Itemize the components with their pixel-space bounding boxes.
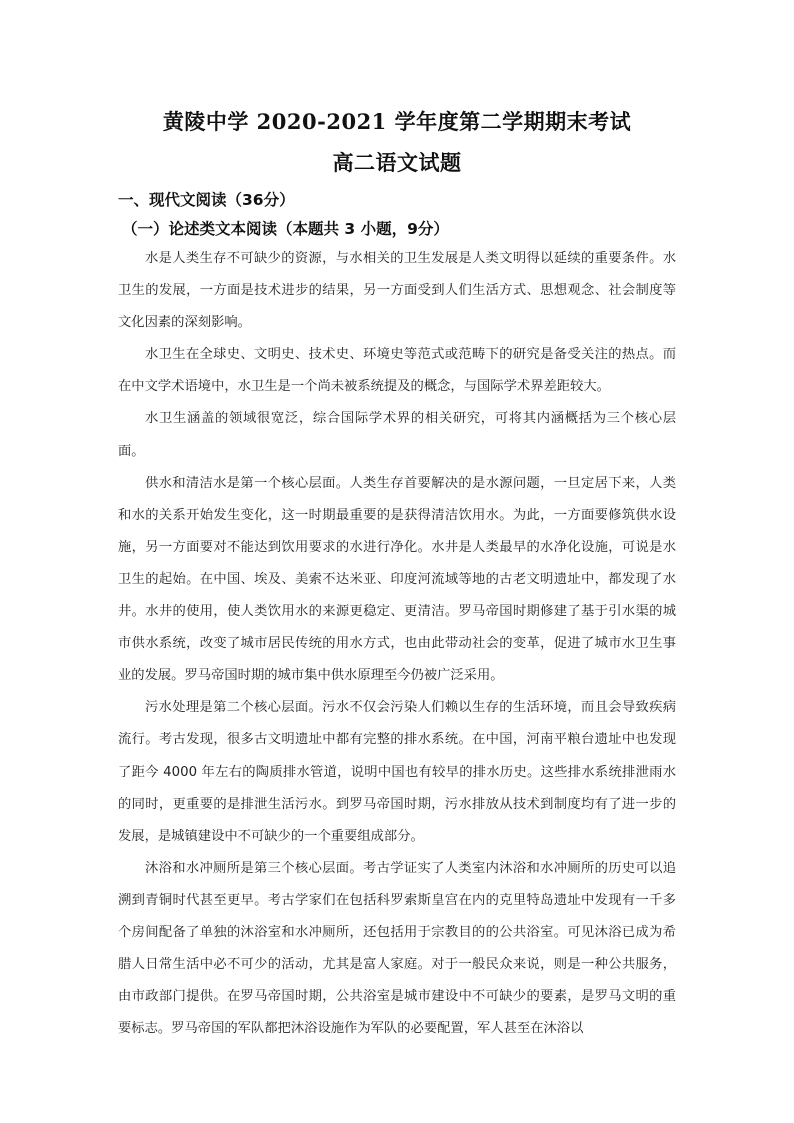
subsection-heading: （一）论述类文本阅读（本题共 3 小题，9分） bbox=[122, 220, 449, 238]
exam-title: 黄陵中学 2020-2021 学年度第二学期期末考试 bbox=[162, 109, 632, 134]
paragraph: 水卫生在全球史、文明史、技术史、环境史等范式或范畴下的研究是备受关注的热点。而在中文学术语境中，水卫生是一个尚未被系统提及的概念，与国际学术界差距较大。 bbox=[118, 347, 676, 395]
reading-passage bbox=[118, 243, 676, 1045]
paragraph: 供水和清洁水是第一个核心层面。人类生存首要解决的是水源问题，一旦定居下来，人类和水的关系开始发生变化，这一时期最重要的是获得清洁饮用水。为此，一方面要修筑供水设施，另一方面要对不能达到饮用要求的水进行净化。水井是人类最早的水净化设施，可说是水卫生的起始。在中国、埃及、美索不达米亚、印度河流域等地的古老文明遗址中，都发现了水井。水井的使用，使人类饮用水的来源更稳定、更清洁。罗马帝国时期修建了基于引水渠的城市供水系统，改变了城市居民传统的用水方式，也由此带动社会的变革，促进了城市水卫生事业的发展。罗马帝国时期的城市集中供水原理至今仍被广泛采用。 bbox=[118, 475, 676, 684]
section-heading: 一、现代文阅读（36分） bbox=[118, 191, 295, 209]
paragraph: 水是人类生存不可缺少的资源，与水相关的卫生发展是人类文明得以延续的重要条件。水卫生的发展，一方面是技术进步的结果，另一方面受到人们生活方式、思想观念、社会制度等文化因素的深刻影响。 bbox=[118, 251, 676, 331]
paragraph: 沐浴和水冲厕所是第三个核心层面。考古学证实了人类室内沐浴和水冲厕所的历史可以追溯到青铜时代甚至更早。考古学家们在包括科罗索斯皇宫在内的克里特岛遗址中发现有一千多个房间配备了单独的沐浴室和水冲厕所，还包括用于宗教目的的公共浴室。可见沐浴已成为希腊人日常生活中必不可少的活动，尤其是富人家庭。对于一般民众来说，则是一种公共服务，由市政部门提供。在罗马帝国时期，公共浴室是城市建设中不可缺少的要素，是罗马文明的重要标志。罗马帝国的军队都把沐浴设施作为军队的必要配置，军人甚至在沐浴以 bbox=[118, 860, 676, 1037]
exam-subtitle: 高二语文试题 bbox=[332, 150, 462, 175]
paragraph: 水卫生涵盖的领域很宽泛，综合国际学术界的相关研究，可将其内涵概括为三个核心层面。 bbox=[118, 411, 676, 459]
paragraph: 污水处理是第二个核心层面。污水不仅会污染人们赖以生存的生活环境，而且会导致疾病流行。考古发现，很多古文明遗址中都有完整的排水系统。在中国，河南平粮台遗址中也发现了距今 4000 年左右的陶质排水管道，说明中国也有较早的排水历史。这些排水系统排泄雨水的同时，更重要的是排泄生活污水。到罗马帝国时期，污水排放从技术到制度均有了进一步的发展，是城镇建设中不可缺少的一个重要组成部分。 bbox=[118, 700, 676, 844]
